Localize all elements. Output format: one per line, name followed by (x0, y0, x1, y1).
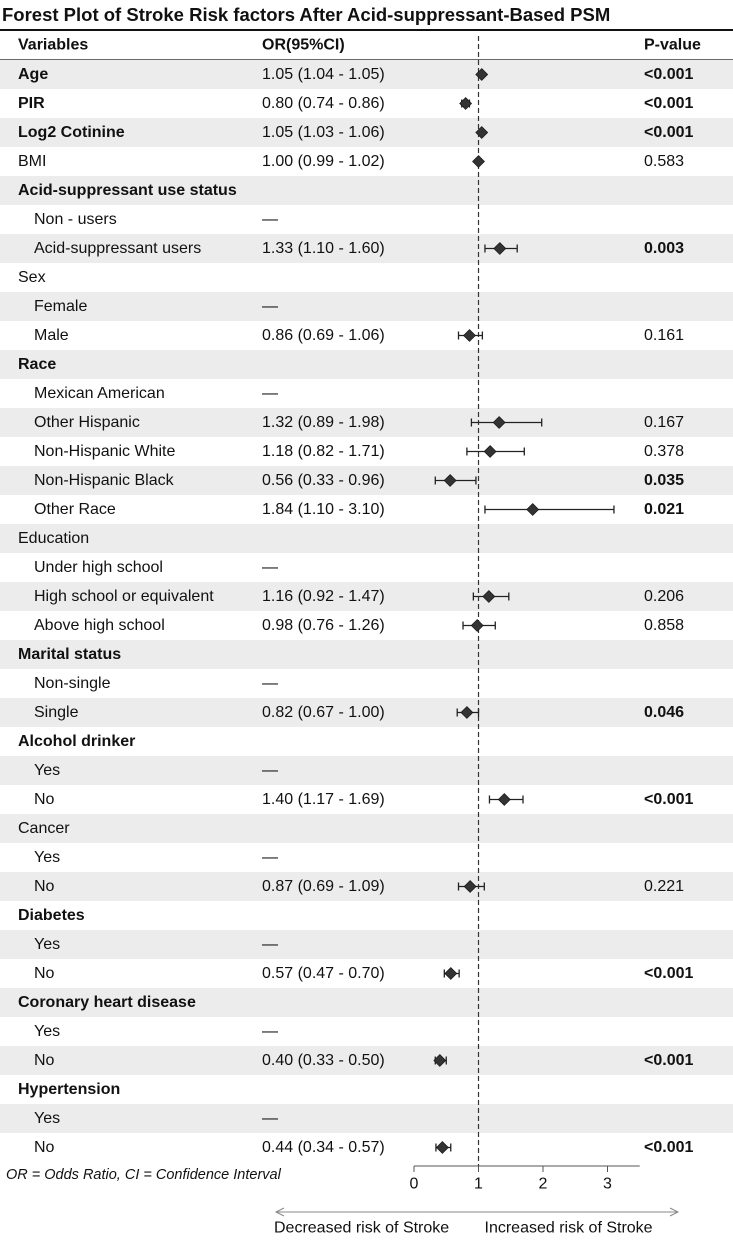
p-value: <0.001 (644, 95, 694, 112)
row-label: No (34, 1139, 55, 1156)
row-label: Diabetes (18, 907, 85, 924)
p-value: 0.021 (644, 501, 685, 518)
row-label: Age (18, 66, 49, 83)
row-label: Sex (18, 269, 46, 286)
header-or: OR(95%CI) (262, 36, 345, 54)
p-value: <0.001 (644, 965, 694, 982)
or-ci-text: 0.98 (0.76 - 1.26) (262, 617, 385, 634)
p-value: <0.001 (644, 1139, 694, 1156)
row-label: Yes (34, 762, 61, 779)
or-ci-text: 0.80 (0.74 - 0.86) (262, 95, 385, 112)
row-label: Yes (34, 1110, 61, 1127)
row-label: Other Race (34, 501, 116, 518)
point-estimate (460, 98, 472, 110)
or-ci-text: 1.32 (0.89 - 1.98) (262, 414, 385, 431)
row-label: Cancer (18, 820, 70, 837)
row-label: Non - users (34, 211, 117, 228)
row-label: Race (18, 356, 57, 373)
point-estimate (436, 1142, 448, 1154)
row-label: Coronary heart disease (18, 994, 196, 1011)
x-tick-label: 3 (603, 1175, 612, 1193)
reference-dash: — (262, 298, 278, 315)
p-value: <0.001 (644, 791, 694, 808)
row-label: Male (34, 327, 69, 344)
point-estimate (445, 968, 457, 980)
row-band (0, 930, 733, 959)
row-label: No (34, 965, 55, 982)
or-ci-text: 0.44 (0.34 - 0.57) (262, 1139, 385, 1156)
row-label: Under high school (34, 559, 163, 576)
row-label: Yes (34, 936, 61, 953)
row-label: Female (34, 298, 88, 315)
p-value: 0.378 (644, 443, 685, 460)
p-value: 0.046 (644, 704, 685, 721)
or-ci-text: 0.56 (0.33 - 0.96) (262, 472, 385, 489)
reference-dash: — (262, 385, 278, 402)
row-label: High school or equivalent (34, 588, 214, 605)
or-ci-text: 1.18 (0.82 - 1.71) (262, 443, 385, 460)
reference-dash: — (262, 675, 278, 692)
reference-dash: — (262, 762, 278, 779)
row-label: PIR (18, 95, 45, 112)
or-ci-text: 0.82 (0.67 - 1.00) (262, 704, 385, 721)
row-label: Other Hispanic (34, 414, 140, 431)
row-label: BMI (18, 153, 47, 170)
row-label: Above high school (34, 617, 165, 634)
header-variables: Variables (18, 36, 89, 54)
row-label: No (34, 1052, 55, 1069)
point-estimate (463, 330, 475, 342)
row-label: Hypertension (18, 1081, 121, 1098)
row-label: Single (34, 704, 79, 721)
row-band (0, 756, 733, 785)
reference-dash: — (262, 1110, 278, 1127)
row-label: Non-Hispanic Black (34, 472, 174, 489)
or-ci-text: 1.05 (1.03 - 1.06) (262, 124, 385, 141)
point-estimate (484, 446, 496, 458)
row-label: No (34, 878, 55, 895)
row-label: Education (18, 530, 90, 547)
or-ci-text: 1.33 (1.10 - 1.60) (262, 240, 385, 257)
p-value: 0.221 (644, 878, 685, 895)
p-value: 0.003 (644, 240, 685, 257)
p-value: 0.858 (644, 617, 685, 634)
direction-left-label: Decreased risk of Stroke (274, 1219, 450, 1237)
p-value: 0.206 (644, 588, 685, 605)
row-label: Acid-suppressant use status (18, 182, 237, 199)
row-label: Non-Hispanic White (34, 443, 176, 460)
row-label: Mexican American (34, 385, 165, 402)
or-ci-text: 1.84 (1.10 - 3.10) (262, 501, 385, 518)
or-ci-text: 1.00 (0.99 - 1.02) (262, 153, 385, 170)
row-band (0, 524, 733, 553)
reference-dash: — (262, 936, 278, 953)
p-value: <0.001 (644, 1052, 694, 1069)
row-band (0, 350, 733, 379)
reference-dash: — (262, 559, 278, 576)
footnote: OR = Odds Ratio, CI = Confidence Interval (6, 1167, 281, 1183)
or-ci-text: 1.05 (1.04 - 1.05) (262, 66, 385, 83)
row-label: Log2 Cotinine (18, 124, 125, 141)
p-value: 0.035 (644, 472, 685, 489)
x-tick-label: 0 (409, 1175, 419, 1193)
chart-title: Forest Plot of Stroke Risk factors After Acid-suppressant-Based PSM (2, 4, 611, 25)
direction-right-label: Increased risk of Stroke (484, 1219, 653, 1237)
reference-dash: — (262, 211, 278, 228)
row-label: Non-single (34, 675, 111, 692)
or-ci-text: 1.16 (0.92 - 1.47) (262, 588, 385, 605)
row-label: Yes (34, 849, 61, 866)
p-value: 0.161 (644, 327, 685, 344)
x-tick-label: 1 (474, 1175, 483, 1193)
or-ci-text: 0.87 (0.69 - 1.09) (262, 878, 385, 895)
or-ci-text: 0.57 (0.47 - 0.70) (262, 965, 385, 982)
point-estimate (473, 156, 485, 168)
reference-dash: — (262, 1023, 278, 1040)
reference-dash: — (262, 849, 278, 866)
p-value: 0.167 (644, 414, 685, 431)
or-ci-text: 0.40 (0.33 - 0.50) (262, 1052, 385, 1069)
point-estimate (498, 794, 510, 806)
or-ci-text: 1.40 (1.17 - 1.69) (262, 791, 385, 808)
row-band (0, 814, 733, 843)
point-estimate (527, 504, 539, 516)
row-label: Yes (34, 1023, 61, 1040)
row-label: Alcohol drinker (18, 733, 136, 750)
header-pvalue: P-value (644, 36, 701, 54)
x-tick-label: 2 (538, 1175, 548, 1193)
row-band (0, 1104, 733, 1133)
point-estimate (471, 620, 483, 632)
or-ci-text: 0.86 (0.69 - 1.06) (262, 327, 385, 344)
p-value: 0.583 (644, 153, 685, 170)
row-band (0, 292, 733, 321)
row-label: Marital status (18, 646, 122, 663)
row-label: Acid-suppressant users (34, 240, 202, 257)
p-value: <0.001 (644, 66, 694, 83)
p-value: <0.001 (644, 124, 694, 141)
row-label: No (34, 791, 55, 808)
